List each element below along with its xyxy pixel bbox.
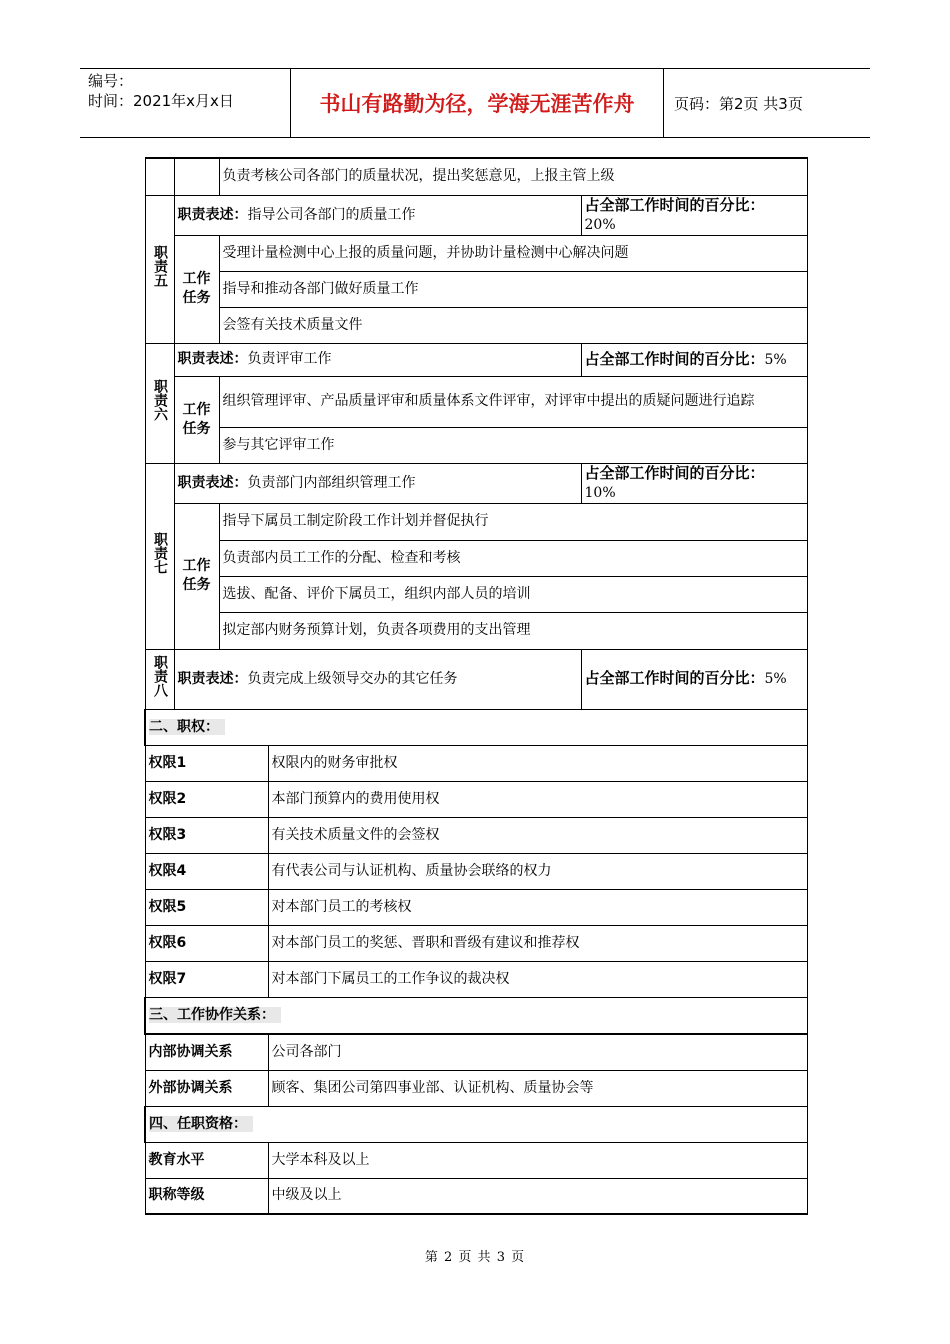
duty-cont-row [145, 158, 807, 195]
duty6-desc: 职责表述：负责评审工作 [174, 343, 581, 376]
document-number: 编号： [88, 72, 134, 90]
authority-label: 权限5 [145, 889, 268, 925]
qualifications-section-header [145, 1106, 807, 1142]
duty7-task-row [145, 503, 807, 540]
relations-row [145, 1034, 807, 1070]
authority-title: 二、职权： [145, 709, 807, 745]
duty6-tasks-label: 工作任务 [174, 376, 219, 463]
job-description-table [144, 157, 808, 1215]
authority-text: 对本部门员工的考核权 [268, 889, 807, 925]
authority-row [145, 925, 807, 961]
duty7-task-row [145, 612, 807, 649]
title-grade-value: 中级及以上 [268, 1178, 807, 1214]
duty7-task-row [145, 540, 807, 576]
duty5-task-row [145, 235, 807, 271]
duty7-desc-row [145, 463, 807, 503]
duty6-label: 职责六 [145, 343, 174, 463]
authority-row [145, 853, 807, 889]
duty7-task: 负责部内员工工作的分配、检查和考核 [219, 540, 807, 576]
duty8-label: 职责八 [145, 649, 174, 709]
authority-text: 有代表公司与认证机构、质量协会联络的权力 [268, 853, 807, 889]
duty8-desc-row [145, 649, 807, 709]
authority-label: 权限2 [145, 781, 268, 817]
duty7-label: 职责七 [145, 463, 174, 649]
authority-row [145, 817, 807, 853]
authority-text: 本部门预算内的费用使用权 [268, 781, 807, 817]
qualifications-row [145, 1142, 807, 1178]
duty6-task-row [145, 427, 807, 463]
duty7-task: 指导下属员工制定阶段工作计划并督促执行 [219, 503, 807, 540]
header-page-number: 页码：第2页 共3页 [674, 94, 803, 113]
relations-title: 三、工作协作关系： [145, 997, 807, 1034]
duty6-task: 组织管理评审、产品质量评审和质量体系文件评审，对评审中提出的质疑问题进行追踪 [219, 376, 807, 427]
authority-label: 权限4 [145, 853, 268, 889]
document-time: 时间：2021年x月x日 [88, 92, 234, 110]
authority-row [145, 889, 807, 925]
duty5-task: 指导和推动各部门做好质量工作 [219, 271, 807, 307]
authority-row [145, 961, 807, 997]
duty6-desc-row [145, 343, 807, 376]
relations-row [145, 1070, 807, 1106]
duty5-pct: 占全部工作时间的百分比： 20% [581, 195, 807, 235]
duty8-desc: 职责表述：负责完成上级领导交办的其它任务 [174, 649, 581, 709]
title-grade-label: 职称等级 [145, 1178, 268, 1214]
duty-cont-task: 负责考核公司各部门的质量状况，提出奖惩意见，上报主管上级 [219, 158, 807, 195]
duty5-task-row [145, 307, 807, 343]
authority-label: 权限6 [145, 925, 268, 961]
duty5-task-row [145, 271, 807, 307]
authority-text: 对本部门下属员工的工作争议的裁决权 [268, 961, 807, 997]
duty7-tasks-label: 工作任务 [174, 503, 219, 649]
relations-section-header [145, 997, 807, 1034]
page-footer: 第 2 页 共 3 页 [424, 1250, 526, 1265]
duty6-pct: 占全部工作时间的百分比：5% [581, 343, 807, 376]
authority-row [145, 745, 807, 781]
external-relations-label: 外部协调关系 [145, 1070, 268, 1106]
duty5-tasks-label: 工作任务 [174, 235, 219, 343]
duty8-pct: 占全部工作时间的百分比：5% [581, 649, 807, 709]
duty-cont-label [145, 158, 174, 195]
duty5-task: 会签有关技术质量文件 [219, 307, 807, 343]
duty6-task-row [145, 376, 807, 427]
header-motto: 书山有路勤为径，学海无涯苦作舟 [291, 69, 664, 137]
duty7-task-row [145, 576, 807, 612]
header-meta [80, 69, 291, 137]
duty7-task: 拟定部内财务预算计划，负责各项费用的支出管理 [219, 612, 807, 649]
qualifications-row [145, 1178, 807, 1214]
authority-label: 权限1 [145, 745, 268, 781]
authority-text: 有关技术质量文件的会签权 [268, 817, 807, 853]
education-value: 大学本科及以上 [268, 1142, 807, 1178]
education-label: 教育水平 [145, 1142, 268, 1178]
authority-row [145, 781, 807, 817]
duty7-desc: 职责表述：负责部门内部组织管理工作 [174, 463, 581, 503]
duty7-task: 选拔、配备、评价下属员工，组织内部人员的培训 [219, 576, 807, 612]
authority-label: 权限7 [145, 961, 268, 997]
duty5-desc-row [145, 195, 807, 235]
authority-label: 权限3 [145, 817, 268, 853]
page-header [80, 68, 870, 138]
authority-text: 对本部门员工的奖惩、晋职和晋级有建议和推荐权 [268, 925, 807, 961]
internal-relations-label: 内部协调关系 [145, 1034, 268, 1070]
duty7-pct: 占全部工作时间的百分比： 10% [581, 463, 807, 503]
duty5-task: 受理计量检测中心上报的质量问题，并协助计量检测中心解决问题 [219, 235, 807, 271]
authority-text: 权限内的财务审批权 [268, 745, 807, 781]
qualifications-title: 四、任职资格： [145, 1106, 807, 1142]
duty5-desc: 职责表述：指导公司各部门的质量工作 [174, 195, 581, 235]
external-relations-text: 顾客、集团公司第四事业部、认证机构、质量协会等 [268, 1070, 807, 1106]
authority-section-header [145, 709, 807, 745]
internal-relations-text: 公司各部门 [268, 1034, 807, 1070]
duty-cont-sub [174, 158, 219, 195]
duty5-label: 职责五 [145, 195, 174, 343]
duty6-task: 参与其它评审工作 [219, 427, 807, 463]
